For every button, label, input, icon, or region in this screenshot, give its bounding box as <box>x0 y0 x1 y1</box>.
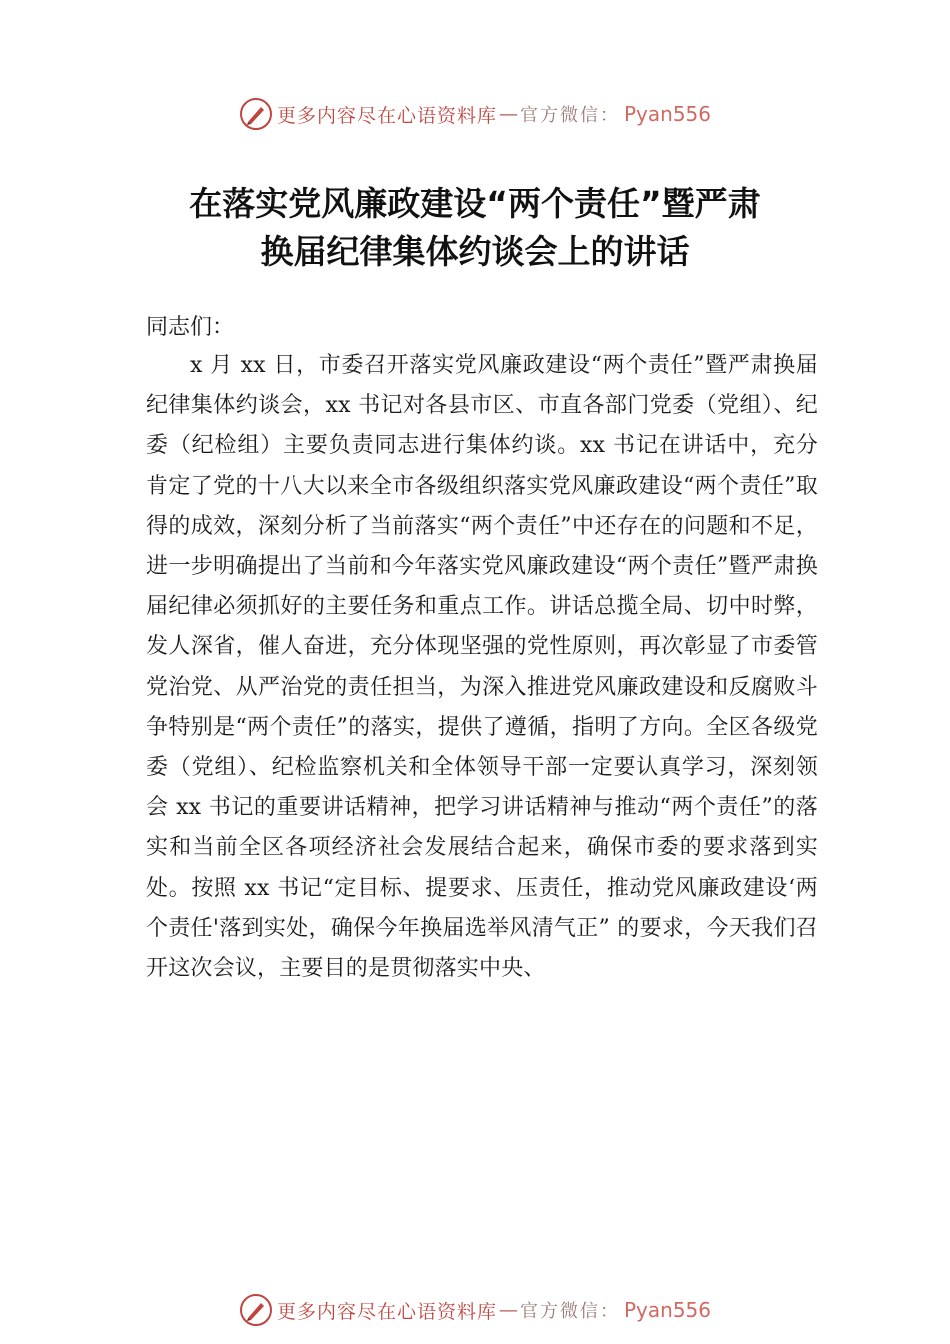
banner-wechat-id: Pyan556 <box>624 1298 712 1322</box>
banner-brand-text: 更多内容尽在心语资料库 <box>276 1300 497 1323</box>
banner-official-label: 官方微信： <box>520 105 620 126</box>
body-paragraph: x 月 xx 日，市委召开落实党风廉政建设“两个责任”暨严肃换届纪律集体约谈会，xx 书记对各县市区、市直各部门党委（党组）、纪委（纪检组）主要负责同志进行集体约谈。xx 书记在讲话中，充分肯定了党的十八大以来全市各级组织落实党风廉政建设“两个责任”取得的成效，深刻分析了当前落实“两个责任”中还存在的问题和不足，进一步明确提出了当前和今年落实党风廉政建设“两个责任”暨严肃换届纪律必须抓好的主要任务和重点工作。讲话总揽全局、切中时弊，发人深省，催人奋进，充分体现坚强的党性原则，再次彰显了市委管党治党、从严治党的责任担当，为深入推进党风廉政建设和反腐败斗争特别是“两个责任”的落实，提供了遵循，指明了方向。全区各级党委（党组）、纪检监察机关和全体领导干部一定要认真学习，深刻领会 xx 书记的重要讲话精神，把学习讲话精神与推动“两个责任”的落实和当前全区各项经济社会发展结合起来，确保市委的要求落到实处。按照 xx 书记“定目标、提要求、压责任，推动党风廉政建设‘两个责任'落到实处，确保今年换届选举风清气正” 的要求，今天我们召开这次会议，主要目的是贯彻落实中央、 <box>146 353 818 982</box>
title-line-2: 换届纪律集体约谈会上的讲话 <box>260 232 690 271</box>
header-banner <box>0 94 950 134</box>
banner-dash: — <box>499 103 518 125</box>
title-line-1: 在落实党风廉政建设“两个责任”暨严肃 <box>189 184 761 223</box>
pen-logo-icon <box>239 97 273 131</box>
banner-wechat-id: Pyan556 <box>624 102 712 126</box>
document-title <box>0 180 950 276</box>
salutation: 同志们： <box>146 315 235 340</box>
pen-logo-icon <box>239 1293 273 1327</box>
banner-brand-text: 更多内容尽在心语资料库 <box>276 104 497 127</box>
banner-dash: — <box>499 1299 518 1321</box>
footer-banner <box>0 1290 950 1330</box>
banner-official-label: 官方微信： <box>520 1301 620 1322</box>
